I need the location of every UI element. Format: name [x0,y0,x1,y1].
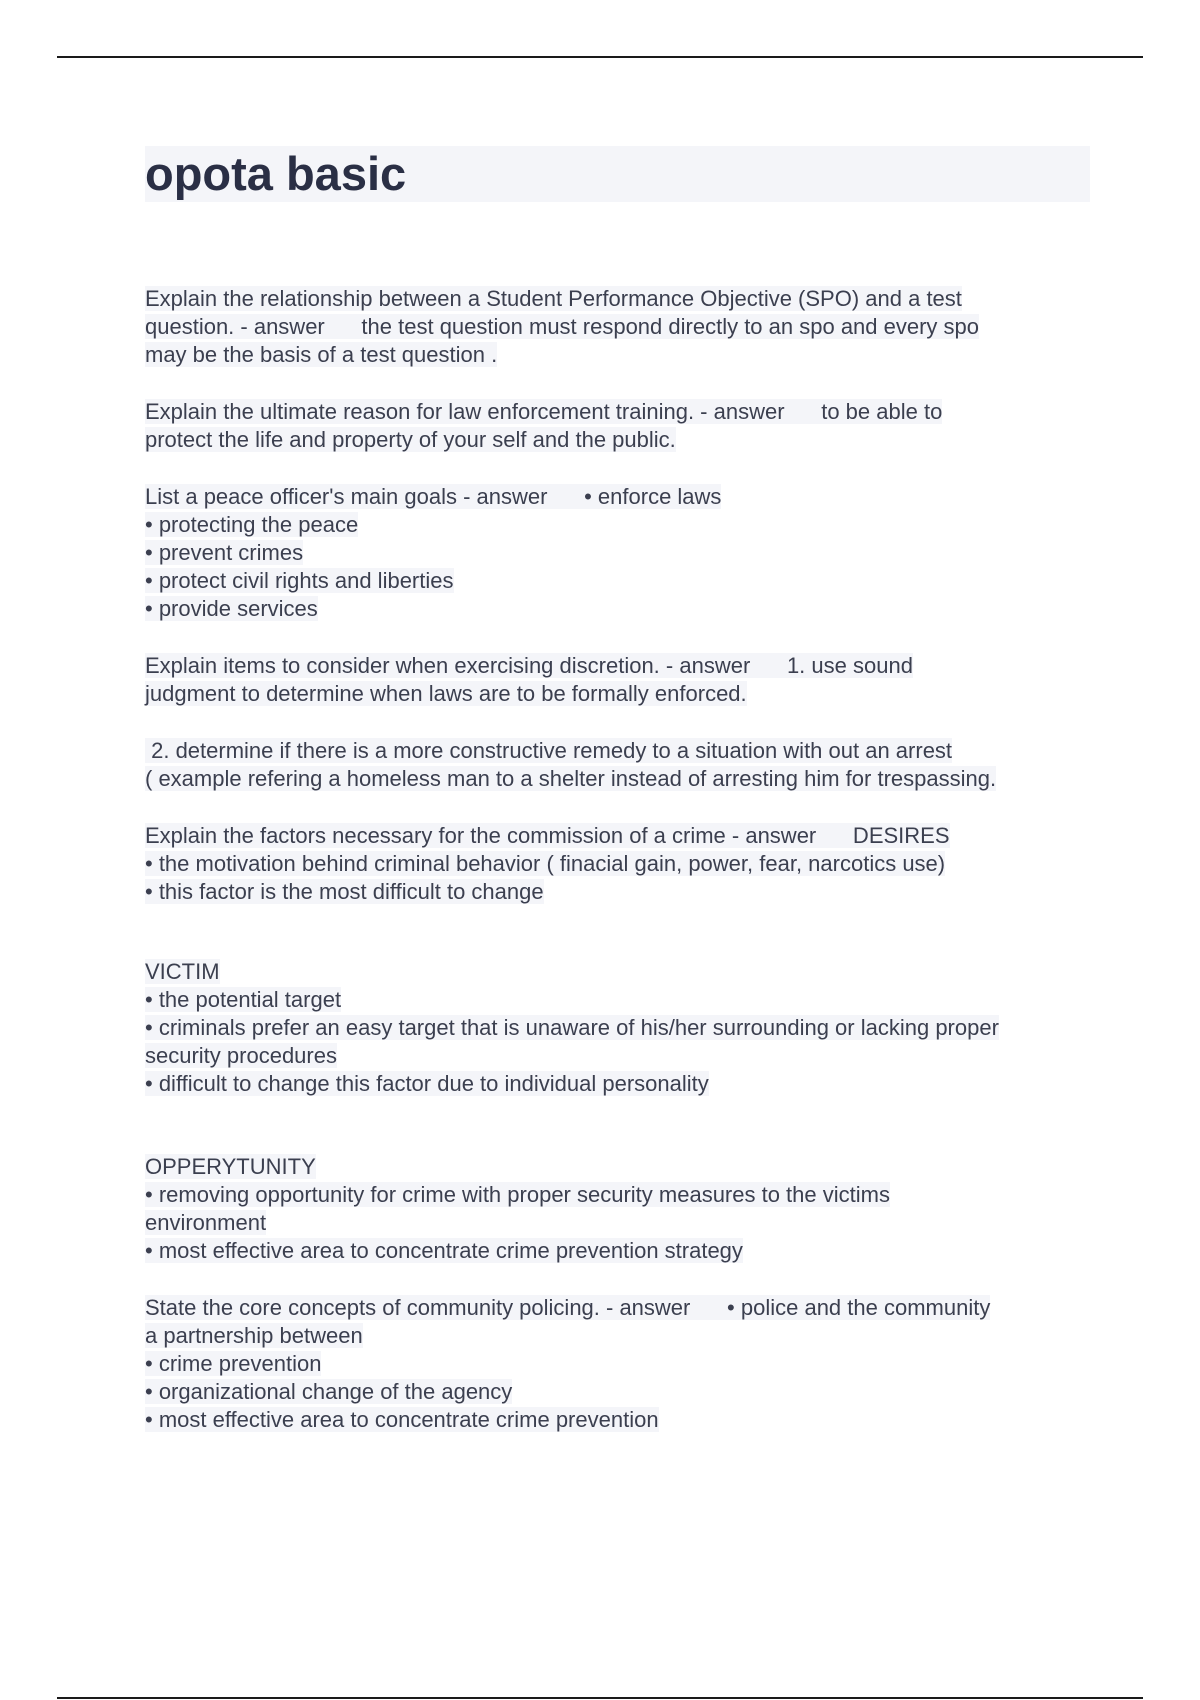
list-item: • most effective area to concentrate crime prevention [145,1407,659,1432]
text-line: a partnership between [145,1323,363,1348]
text-line: State the core concepts of community policing. - answer • police and the community [145,1295,991,1320]
list-item: security procedures [145,1043,337,1068]
list-item: • organizational change of the agency [145,1379,513,1404]
list-item: • most effective area to concentrate crime prevention strategy [145,1238,743,1263]
text-line: Explain the factors necessary for the commission of a crime - answer DESIRES [145,823,950,848]
list-item: • the potential target [145,987,342,1012]
list-item: • crime prevention [145,1351,322,1376]
text-line: 2. determine if there is a more constructive remedy to a situation with out an arrest [145,738,953,763]
qa-list [145,285,1090,1463]
text-line: may be the basis of a test question . [145,342,498,367]
top-rule [57,56,1143,58]
qa-block-community-policing [145,1294,1090,1434]
qa-block-victim [145,958,1090,1098]
qa-block-discretion-2 [145,737,1090,793]
text-line: List a peace officer's main goals - answer • enforce laws [145,484,722,509]
text-line: question. - answer the test question must respond directly to an spo and every spo [145,314,980,339]
qa-block-training [145,398,1090,454]
text-line: Explain items to consider when exercising discretion. - answer 1. use sound [145,653,913,678]
text-line: protect the life and property of your self and the public. [145,427,676,452]
bottom-rule [57,1697,1143,1699]
list-item: • criminals prefer an easy target that is unaware of his/her surrounding or lacking proper [145,1015,999,1040]
list-item: • provide services [145,596,318,621]
list-item: environment [145,1210,267,1235]
text-line: Explain the relationship between a Student Performance Objective (SPO) and a test [145,286,962,311]
list-item: • the motivation behind criminal behavior ( finacial gain, power, fear, narcotics use) [145,851,946,876]
text-line: Explain the ultimate reason for law enforcement training. - answer to be able to [145,399,943,424]
document-title: opota basic [145,147,407,200]
list-item: • removing opportunity for crime with proper security measures to the victims [145,1182,890,1207]
qa-block-spo [145,285,1090,369]
section-heading: OPPERYTUNITY [145,1154,316,1179]
list-item: • difficult to change this factor due to individual personality [145,1071,709,1096]
qa-block-desires [145,822,1090,906]
list-item: • this factor is the most difficult to change [145,879,544,904]
qa-block-goals [145,483,1090,623]
section-heading: VICTIM [145,959,220,984]
qa-block-opportunity [145,1153,1090,1265]
text-line: ( example refering a homeless man to a shelter instead of arresting him for trespassing. [145,766,997,791]
list-item: • protecting the peace [145,512,359,537]
list-item: • prevent crimes [145,540,304,565]
qa-block-discretion [145,652,1090,708]
text-line: judgment to determine when laws are to be formally enforced. [145,681,747,706]
list-item: • protect civil rights and liberties [145,568,454,593]
